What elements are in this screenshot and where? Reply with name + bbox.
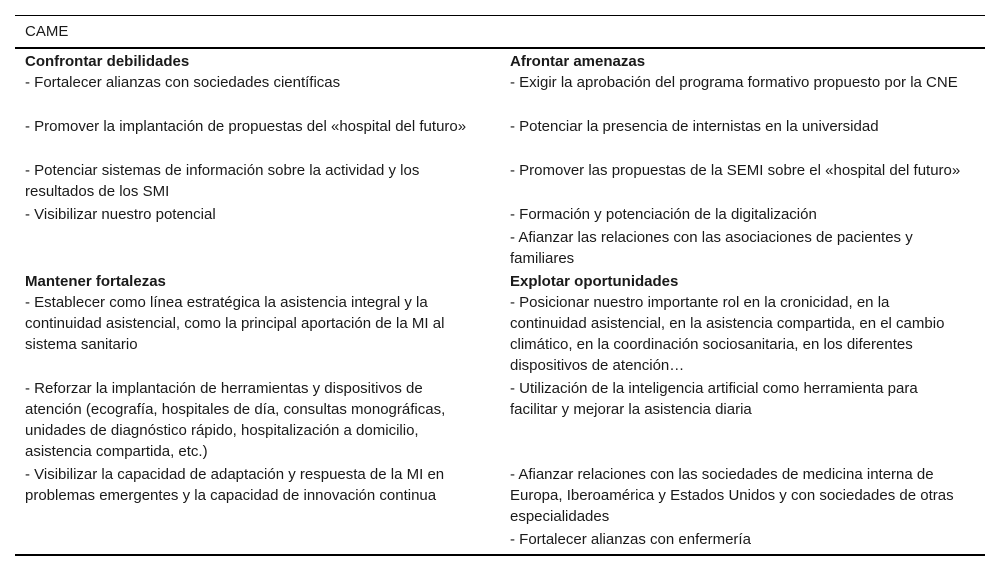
came-table <box>15 15 985 556</box>
cell-mantener-fortalezas <box>15 269 500 550</box>
cell-confrontar-debilidades <box>15 51 500 269</box>
section-title: Explotar oportunidades <box>510 273 679 290</box>
list-item: - Posicionar nuestro importante rol en la cronicidad, en la continuidad asistencial, en la asistencia compartida, en el cambio climático, en la coordinación sociosanitaria, en los diferentes dispositivos de atención… <box>510 294 945 374</box>
section-title: Confrontar debilidades <box>25 53 190 70</box>
list-item: - Afianzar las relaciones con las asociaciones de pacientes y familiares <box>510 229 913 267</box>
list-item: - Afianzar relaciones con las sociedades de medicina interna de Europa, Iberoamérica y Estados Unidos y con sociedades de otras especialidades <box>510 466 954 525</box>
list-item: - Utilización de la inteligencia artificial como herramienta para facilitar y mejorar la asistencia diaria <box>510 380 918 418</box>
list-item: - Reforzar la implantación de herramientas y dispositivos de atención (ecografía, hospitales de día, consultas monográficas, unidades de diagnóstico rápido, hospitalización a domicilio, asistencia compartida, etc.) <box>25 380 446 460</box>
list-item: - Formación y potenciación de la digitalización <box>510 206 817 223</box>
cell-afrontar-amenazas <box>500 51 985 269</box>
table-caption: CAME <box>25 23 69 40</box>
list-item: - Exigir la aprobación del programa formativo propuesto por la CNE <box>510 74 958 91</box>
list-item: - Visibilizar la capacidad de adaptación y respuesta de la MI en problemas emergentes y la capacidad de innovación continua <box>25 466 445 504</box>
list-item: - Potenciar la presencia de internistas en la universidad <box>510 118 879 135</box>
list-item: - Potenciar sistemas de información sobre la actividad y los resultados de los SMI <box>25 162 420 200</box>
section-title: Afrontar amenazas <box>510 53 646 70</box>
list-item: - Promover la implantación de propuestas del «hospital del futuro» <box>25 118 467 135</box>
list-item: - Fortalecer alianzas con enfermería <box>510 531 751 548</box>
cell-explotar-oportunidades <box>500 269 985 550</box>
list-item: - Establecer como línea estratégica la asistencia integral y la continuidad asistencial, como la principal aportación de la MI al sistema sanitario <box>25 294 445 353</box>
list-item: - Fortalecer alianzas con sociedades científicas <box>25 74 341 91</box>
table-bottom-rule <box>15 554 985 556</box>
list-item: - Visibilizar nuestro potencial <box>25 206 216 223</box>
table-body <box>15 49 985 554</box>
list-item: - Promover las propuestas de la SEMI sobre el «hospital del futuro» <box>510 162 961 179</box>
section-title: Mantener fortalezas <box>25 273 166 290</box>
